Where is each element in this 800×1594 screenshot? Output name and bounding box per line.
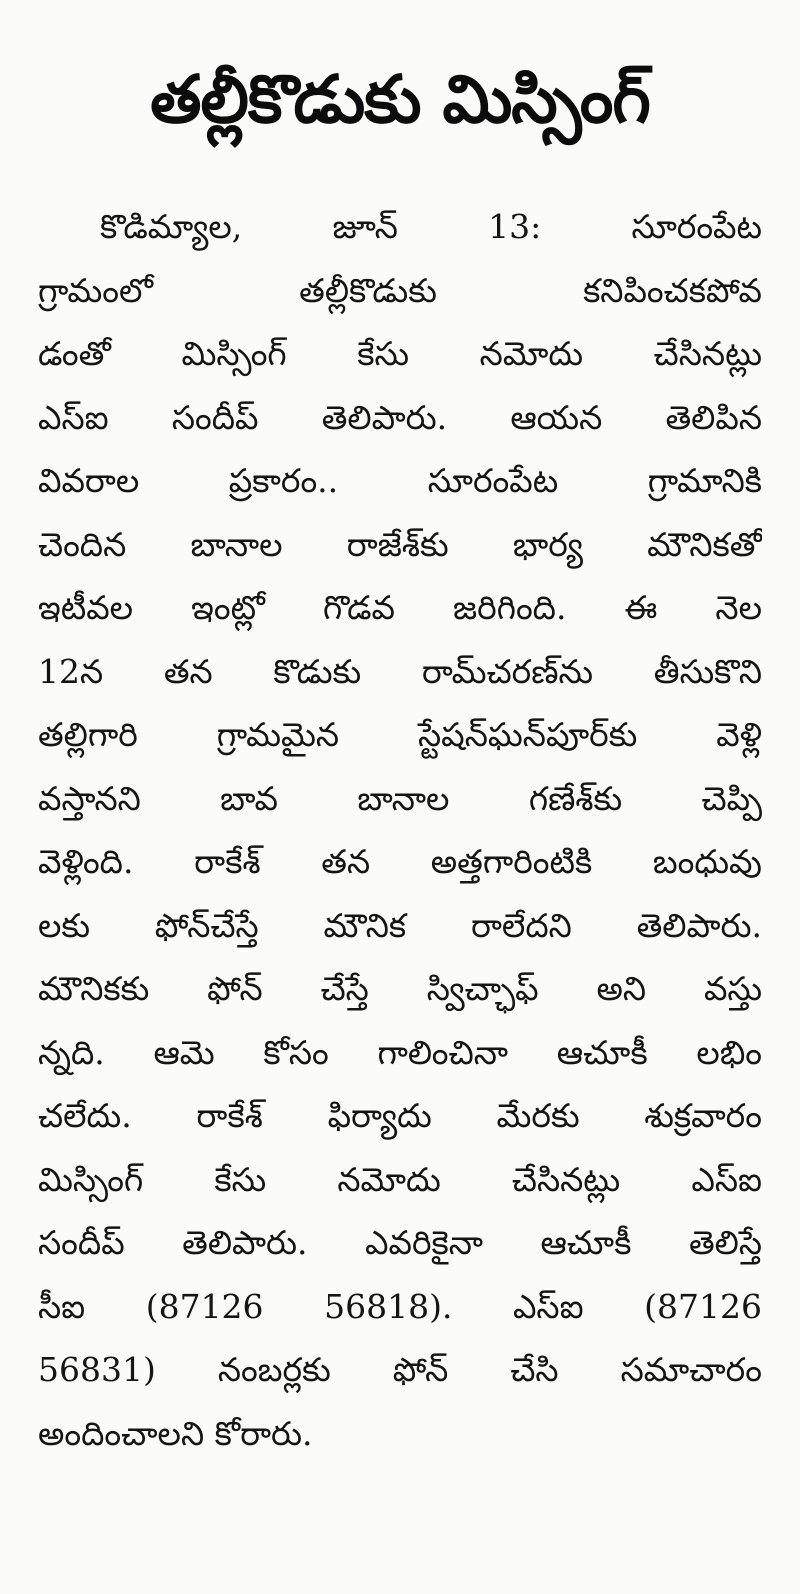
article-line: వస్తానని బావ బానాల గణేశ్‌కు చెప్పి <box>38 778 762 818</box>
article-line: మౌనికకు ఫోన్ చేస్తే స్విచ్ఛాఫ్ అని వస్తు <box>38 969 762 1008</box>
article-line: ఇటీవల ఇంట్లో గొడవ జరిగింది. ఈ నెల <box>38 588 762 627</box>
article-line: ఎస్ఐ సందీప్ తెలిపారు. ఆయన తెలిపిన <box>38 397 762 437</box>
article-line: సందీప్ తెలిపారు. ఎవరికైనా ఆచూకీ తెలిస్తే <box>38 1223 762 1262</box>
article-line: చలేదు. రాకేశ్ ఫిర్యాదు మేరకు శుక్రవారం <box>38 1096 762 1135</box>
article-line: సీఐ (87126 56818). ఎస్ఐ (87126 <box>38 1286 762 1326</box>
article-line: చెందిన బానాల రాజేశ్‌కు భార్య మౌనికతో <box>38 524 762 564</box>
article-line: న్నది. ఆమె కోసం గాలించినా ఆచూకీ లభిం <box>38 1032 762 1072</box>
article-line: డంతో మిస్సింగ్ కేసు నమోదు చేసినట్లు <box>38 334 762 373</box>
article-line: అందించాలని కోరారు. <box>38 1413 313 1453</box>
article-line: వెళ్లింది. రాకేశ్ తన అత్తగారింటికి బంధువు <box>38 842 762 881</box>
article-line: 56831) నంబర్లకు ఫోన్ చేసి సమాచారం <box>38 1350 762 1389</box>
article-line: 12న తన కొడుకు రామ్‌చరణ్‌ను తీసుకొని <box>38 651 762 691</box>
article-line: గ్రామంలో తల్లీకొడుకు కనిపించకపోవ <box>38 270 762 310</box>
article-line: కొడిమ్యాల, జూన్ 13: సూరంపేట <box>100 207 762 246</box>
article-line: లకు ఫోన్‌చేస్తే మౌనిక రాలేదని తెలిపారు. <box>38 905 762 945</box>
headline: తల్లీకొడుకు మిస్సింగ్ <box>150 61 650 138</box>
article-line: తల్లిగారి గ్రామమైన స్టేషన్‌ఘన్‌పూర్‌కు వెళ్లి <box>38 715 762 754</box>
article-body <box>38 195 762 1465</box>
article-line: మిస్సింగ్ కేసు నమోదు చేసినట్లు ఎస్ఐ <box>38 1159 762 1199</box>
article-line: వివరాల ప్రకారం.. సూరంపేట గ్రామానికి <box>38 461 762 500</box>
